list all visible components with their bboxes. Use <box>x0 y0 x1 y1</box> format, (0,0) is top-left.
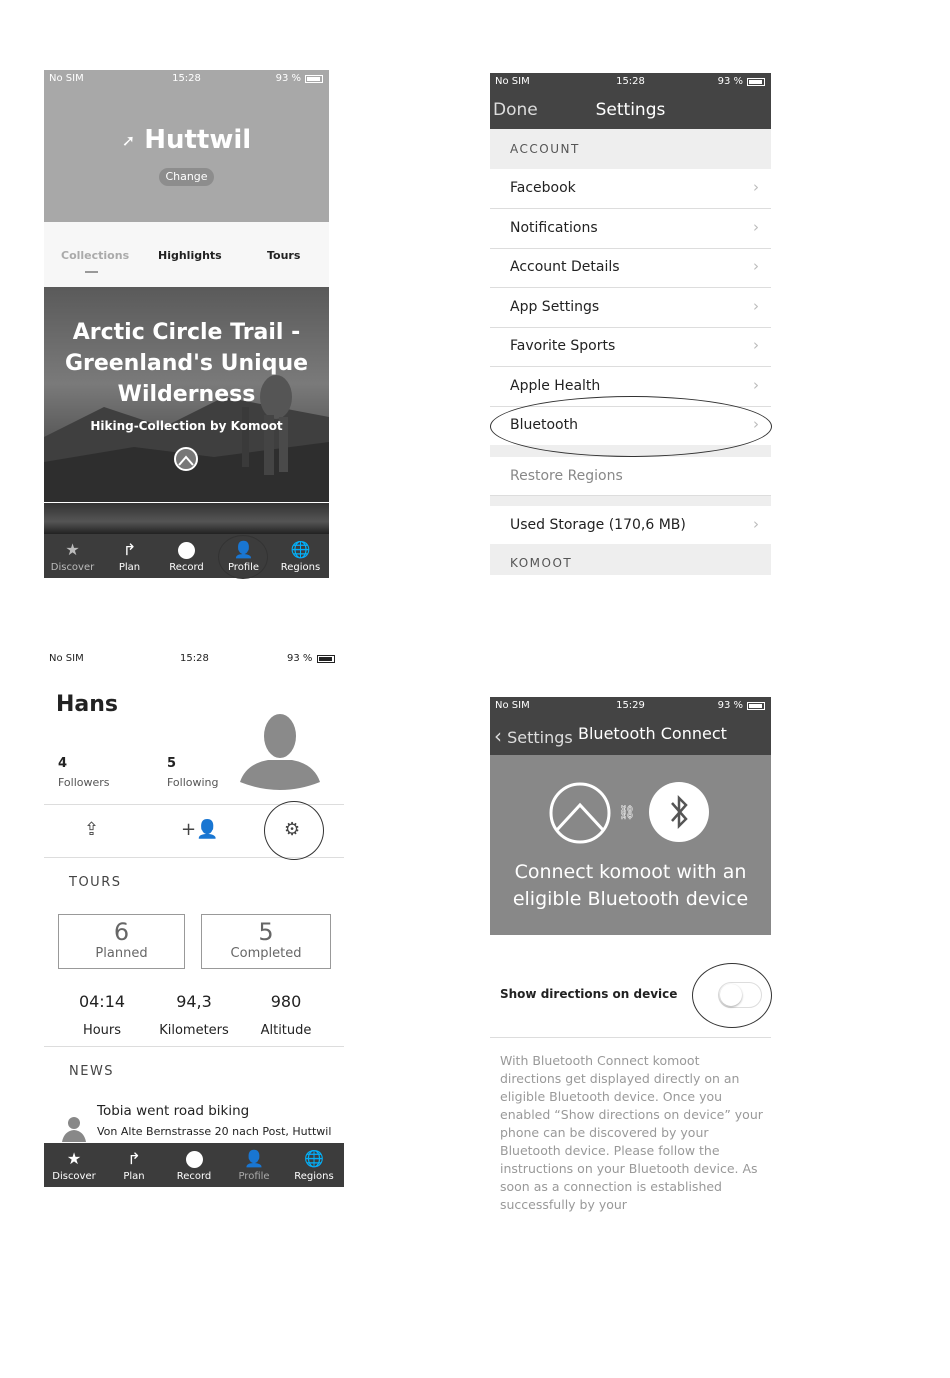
settings-item-app-settings[interactable]: App Settings › <box>490 288 771 328</box>
settings-highlight-circle <box>264 801 324 860</box>
divider <box>44 1046 344 1047</box>
tab-profile[interactable]: 👤 Profile <box>224 1143 284 1187</box>
news-title: Tobia went road biking <box>97 1103 250 1119</box>
tab-highlights[interactable]: Highlights <box>158 249 222 262</box>
status-bar <box>44 650 344 668</box>
bluetooth-icon <box>648 781 710 843</box>
news-avatar <box>62 1116 86 1142</box>
settings-item-notifications[interactable]: Notifications › <box>490 209 771 249</box>
bluetooth-hero-panel <box>490 755 771 935</box>
bluetooth-description: With Bluetooth Connect komoot directions get displayed directly on an eligible Bluetooth device. Once you enabled “Show directions on device” your phone can be discovered by your Bluetooth device. Please follow the instructions on your Bluetooth device. As soon as a connection is established successfully by your <box>500 1053 763 1212</box>
settings-item-favorite-sports[interactable]: Favorite Sports › <box>490 327 771 367</box>
tab-record[interactable]: Record <box>164 1143 224 1187</box>
clock: 15:29 <box>616 700 645 711</box>
record-dot-icon <box>158 539 215 561</box>
location-name: Huttwil <box>144 125 252 155</box>
settings-navbar <box>490 73 771 129</box>
following-label[interactable]: Following <box>167 776 219 789</box>
clock: 15:28 <box>172 73 201 84</box>
completed-tours-button[interactable]: 5 Completed <box>201 914 331 969</box>
battery-percent: 93 % <box>717 700 743 711</box>
turn-arrow-icon: ↱ <box>127 1149 141 1168</box>
chevron-right-icon: › <box>753 515 759 533</box>
chevron-right-icon: › <box>753 178 759 196</box>
profile-highlight-circle <box>218 535 268 579</box>
carrier-label: No SIM <box>495 700 530 711</box>
kilometers-stat: 94,3 Kilometers <box>159 992 229 1038</box>
tab-plan[interactable]: ↱ Plan <box>104 1143 164 1187</box>
profile-name: Hans <box>56 692 119 717</box>
collection-card[interactable] <box>44 287 329 502</box>
tab-discover[interactable]: ★ Discover <box>44 1143 104 1187</box>
settings-item-facebook[interactable]: Facebook › <box>490 169 771 209</box>
segment-control <box>44 222 329 287</box>
star-icon: ★ <box>66 1149 82 1168</box>
active-segment-indicator <box>85 271 98 273</box>
followers-count[interactable]: 4 <box>58 756 68 771</box>
news-item[interactable] <box>44 1098 344 1143</box>
news-subtitle: Von Alte Bernstrasse 20 nach Post, Huttwil <box>97 1125 332 1138</box>
change-location-button[interactable]: Change <box>159 168 214 186</box>
planned-tours-button[interactable]: 6 Planned <box>58 914 185 969</box>
tab-discover[interactable]: ★ Discover <box>44 534 101 578</box>
gear-icon[interactable]: ⚙ <box>284 819 301 840</box>
add-friend-icon[interactable]: +👤 <box>181 819 219 840</box>
settings-screen <box>490 73 771 575</box>
carrier-label: No SIM <box>495 76 530 87</box>
tab-bar <box>44 534 329 578</box>
chevron-right-icon: › <box>753 257 759 275</box>
tab-profile[interactable]: 👤 Profile <box>215 534 272 578</box>
location-arrow-icon: ➚ <box>121 131 136 150</box>
bluetooth-navbar <box>490 697 771 755</box>
status-bar <box>44 70 329 88</box>
status-bar <box>490 697 771 715</box>
chevron-right-icon: › <box>753 376 759 394</box>
done-button[interactable]: Done <box>493 100 538 120</box>
page-title: Bluetooth Connect <box>578 724 727 743</box>
clock: 15:28 <box>180 653 209 664</box>
battery-icon <box>317 655 335 663</box>
globe-icon: 🌐 <box>290 540 311 559</box>
settings-item-bluetooth[interactable]: Bluetooth › <box>510 415 759 433</box>
collection-subtitle: Hiking-Collection by Komoot <box>90 419 283 433</box>
komoot-logo-icon <box>548 781 612 845</box>
toggle-highlight-circle <box>692 963 772 1028</box>
battery-percent: 93 % <box>717 76 743 87</box>
bluetooth-connect-screen <box>490 697 771 1212</box>
chevron-right-icon: › <box>753 297 759 315</box>
settings-item-account-details[interactable]: Account Details › <box>490 248 771 288</box>
chevron-left-icon: ‹ <box>494 724 502 748</box>
profile-screen <box>44 650 344 1187</box>
battery-icon <box>305 75 323 83</box>
location-title <box>44 125 329 155</box>
battery-percent: 93 % <box>275 73 301 84</box>
battery-icon <box>747 702 765 710</box>
altitude-stat: 980 Altitude <box>260 992 312 1038</box>
tab-plan[interactable]: ↱ Plan <box>101 534 158 578</box>
komoot-section-header: KOMOOT <box>490 544 771 575</box>
collection-title: Arctic Circle Trail - Greenland's Unique Wilderness <box>64 320 309 407</box>
tab-regions[interactable]: 🌐 Regions <box>272 534 329 578</box>
chevron-right-icon: › <box>753 415 759 433</box>
carrier-label: No SIM <box>49 653 84 664</box>
battery-percent: 93 % <box>287 653 313 664</box>
news-section-title: NEWS <box>69 1064 115 1079</box>
tab-tours[interactable]: Tours <box>267 249 301 262</box>
turn-arrow-icon: ↱ <box>122 540 137 559</box>
section-spacer <box>490 496 771 506</box>
star-icon: ★ <box>65 540 80 559</box>
following-count[interactable]: 5 <box>167 756 177 771</box>
bluetooth-highlight-circle <box>490 396 772 457</box>
next-card-preview[interactable] <box>44 503 329 534</box>
carrier-label: No SIM <box>49 73 84 84</box>
share-icon[interactable]: ⇪ <box>84 819 100 840</box>
account-section-header: ACCOUNT <box>490 129 771 169</box>
followers-label[interactable]: Followers <box>58 776 110 789</box>
clock: 15:28 <box>616 76 645 87</box>
tours-section-title: TOURS <box>69 875 122 890</box>
battery-icon <box>747 78 765 86</box>
avatar[interactable] <box>240 712 320 790</box>
chevron-right-icon: › <box>753 336 759 354</box>
hours-stat: 04:14 Hours <box>78 992 126 1038</box>
toggle-label: Show directions on device <box>500 987 678 1001</box>
tab-bar <box>44 1143 344 1187</box>
home-screen <box>44 70 329 578</box>
back-button[interactable]: ‹ Settings <box>494 724 573 748</box>
restore-regions-button[interactable]: Restore Regions <box>490 457 771 496</box>
globe-icon: 🌐 <box>304 1149 324 1168</box>
location-header <box>44 70 329 222</box>
komoot-logo-icon <box>174 447 198 471</box>
status-bar <box>490 73 771 91</box>
chevron-right-icon: › <box>753 218 759 236</box>
person-icon: 👤 <box>244 1149 264 1168</box>
settings-item-used-storage[interactable]: Used Storage (170,6 MB) › <box>510 515 759 533</box>
divider <box>490 1037 771 1038</box>
link-icon: ⛓ <box>618 805 636 821</box>
person-icon: 👤 <box>233 540 254 559</box>
record-dot-icon <box>164 1148 224 1170</box>
tab-record[interactable]: Record <box>158 534 215 578</box>
tab-regions[interactable]: 🌐 Regions <box>284 1143 344 1187</box>
tab-collections[interactable]: Collections <box>61 249 130 262</box>
settings-item-apple-health[interactable]: Apple Health › <box>490 367 771 407</box>
connect-message: Connect komoot with an eligible Bluetooth device <box>512 861 749 910</box>
page-title: Settings <box>595 100 666 120</box>
